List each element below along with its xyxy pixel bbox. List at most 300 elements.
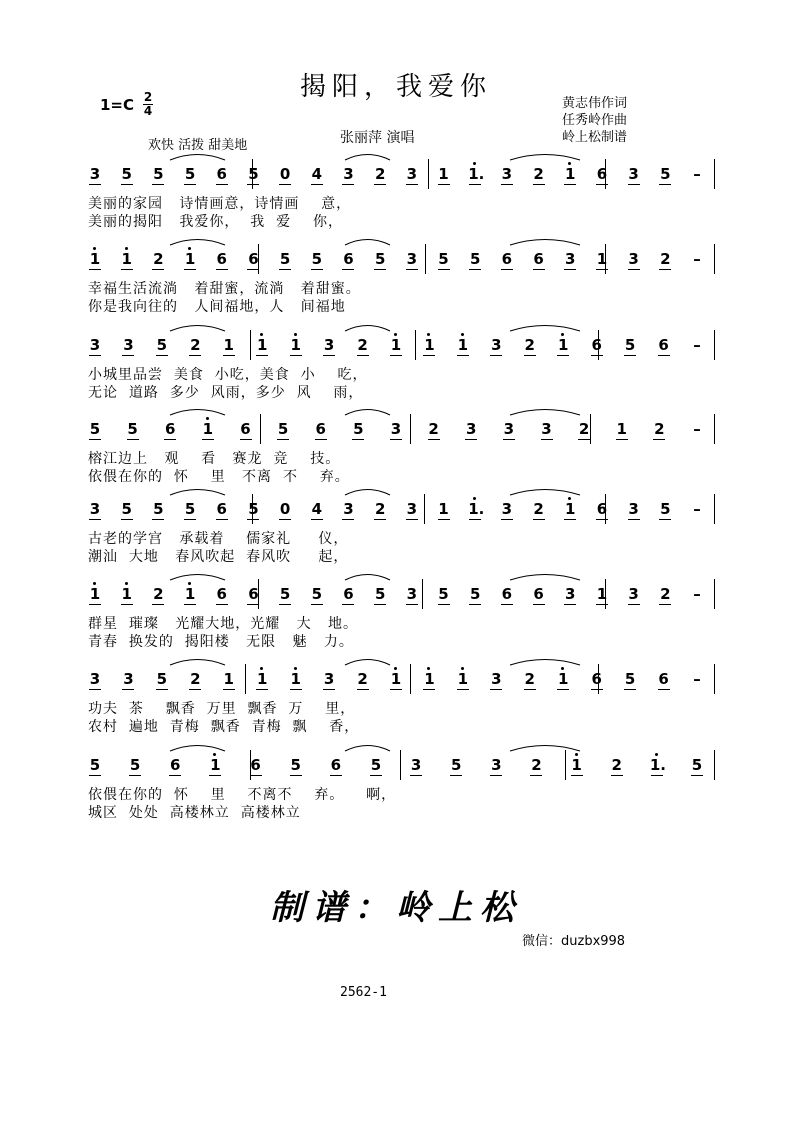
note-label: 6 [533, 250, 544, 268]
barline [714, 579, 715, 609]
note [590, 670, 604, 688]
note-label: 6 [658, 336, 669, 354]
note [627, 165, 641, 183]
note [405, 250, 419, 268]
beam-line [503, 439, 515, 440]
note-label: 1. [468, 165, 485, 183]
note-label: 3 [89, 500, 101, 518]
note-label: 3 [628, 500, 639, 518]
note [341, 585, 355, 603]
beam-line [406, 519, 418, 520]
meter-top: 2 [143, 90, 153, 104]
wechat-contact: 微信：duzbx998 [522, 934, 626, 949]
note-label: 3 [491, 756, 502, 774]
beam-line [342, 604, 354, 605]
note [389, 336, 403, 354]
note-label: 6 [216, 585, 227, 603]
note [373, 250, 387, 268]
note-label: 5 [184, 165, 196, 183]
note [215, 500, 229, 518]
beam-line [374, 604, 386, 605]
beam-line [659, 519, 671, 520]
note [155, 336, 169, 354]
octave-dot [294, 333, 297, 336]
beam-line [89, 355, 101, 356]
beam-line [290, 355, 302, 356]
octave-dot [93, 582, 96, 585]
note-label: 5 [438, 585, 449, 603]
note [489, 336, 503, 354]
note-label: 2 [531, 756, 542, 774]
note-label: 5 [374, 250, 386, 268]
note-label: 3 [390, 420, 402, 438]
octave-dot [461, 667, 464, 670]
lyric-line-1: 群星 璀璨 光耀大地，光耀 大 地。 [88, 616, 358, 632]
beam-line [311, 519, 323, 520]
note-label: 1. [468, 500, 485, 518]
note-label: 6 [501, 585, 513, 603]
note-label: 3 [123, 336, 134, 354]
note [623, 670, 637, 688]
note-label: 3 [89, 165, 101, 183]
note [249, 756, 263, 774]
note-label: 6 [591, 670, 602, 688]
beam-line [216, 184, 228, 185]
note-label: 1 [210, 756, 221, 774]
beam-line [450, 775, 462, 776]
note-label: 3 [406, 165, 418, 183]
note [610, 756, 624, 774]
note [595, 585, 609, 603]
slur-arc [170, 654, 225, 666]
lyric-line-1: 榕江边上 观 看 赛龙 竞 技。 [88, 451, 341, 467]
note [690, 585, 704, 603]
slur-arc [170, 484, 225, 496]
note [310, 585, 324, 603]
beam-line [596, 604, 608, 605]
lyric-line-1: 古老的学宫 承载着 儒家礼 仪， [88, 531, 349, 547]
note-label: 5 [370, 756, 382, 774]
lyricist-credit: 黄志伟作词 [562, 96, 628, 111]
lyric-line-2: 你是我向往的 人间福地，人 间福地 [88, 299, 346, 315]
beam-line [653, 439, 665, 440]
note [222, 670, 236, 688]
beam-line [122, 355, 134, 356]
note-label: 1 [565, 500, 576, 518]
beam-line [223, 689, 235, 690]
note [88, 420, 102, 438]
note [278, 500, 292, 518]
note [556, 670, 570, 688]
beam-line [89, 689, 101, 690]
note-label: 6 [343, 585, 354, 603]
note [563, 165, 577, 183]
octave-dot [655, 753, 658, 756]
beam-line [256, 689, 268, 690]
note [356, 336, 370, 354]
note-label: 1 [121, 585, 132, 603]
lyric-line-2: 青春 换发的 揭阳楼 无限 魅 力。 [88, 634, 354, 650]
note-label: 1 [89, 585, 101, 603]
note-label: 6 [165, 420, 176, 438]
note [278, 585, 292, 603]
note-label: 6 [248, 585, 259, 603]
note-label: 5 [353, 420, 364, 438]
note [577, 420, 591, 438]
beam-line [311, 184, 323, 185]
barline [260, 414, 261, 444]
beam-line [628, 604, 640, 605]
note-label: 6 [330, 756, 342, 774]
beam-line [184, 184, 196, 185]
note [409, 756, 423, 774]
note [615, 420, 629, 438]
barline [245, 664, 246, 694]
slur-arc [345, 654, 390, 666]
slur-arc [345, 484, 390, 496]
note-label: 5 [279, 585, 291, 603]
note-label: 6 [533, 585, 544, 603]
beam-line [624, 355, 636, 356]
note [278, 165, 292, 183]
note-label: 1 [596, 585, 608, 603]
octave-dot [206, 417, 209, 420]
beam-line [323, 355, 335, 356]
lyric-line-2: 无论 道路 多少 风雨，多少 风 雨， [88, 385, 364, 401]
note-label: – [693, 165, 701, 183]
page-number: 2562-1 [340, 985, 387, 1000]
beam-line [533, 519, 545, 520]
note-label: 5 [89, 756, 101, 774]
beam-line [357, 689, 369, 690]
beam-line [247, 184, 259, 185]
lyric-line-2: 城区 处处 高楼林立 高楼林立 [88, 805, 301, 821]
note [690, 500, 704, 518]
note-label: 5 [691, 756, 703, 774]
beam-line [152, 604, 164, 605]
signature: 制谱：岭上松 [270, 888, 522, 928]
beam-line [189, 689, 201, 690]
note-label: 1. [649, 756, 666, 774]
note [532, 500, 546, 518]
beam-line [578, 439, 590, 440]
note-label: 6 [596, 165, 608, 183]
note-label: 5 [374, 585, 386, 603]
beam-line [374, 269, 386, 270]
note-label: 3 [89, 336, 101, 354]
beam-line [152, 184, 164, 185]
beam-line [611, 775, 623, 776]
key-signature: 1=C [100, 96, 135, 114]
note-label: 1 [558, 670, 569, 688]
note-label: 5 [660, 165, 671, 183]
note [690, 756, 704, 774]
note [201, 420, 215, 438]
composer-credit: 任秀岭作曲 [562, 113, 628, 128]
beam-line [659, 604, 671, 605]
barline [714, 750, 715, 780]
note [590, 336, 604, 354]
beam-line [374, 519, 386, 520]
note-label: 1 [184, 250, 196, 268]
note-label: 2 [611, 756, 622, 774]
beam-line [524, 355, 536, 356]
note [341, 165, 355, 183]
note [120, 250, 134, 268]
note [314, 420, 328, 438]
note-label: – [693, 420, 701, 438]
slur-arc [510, 569, 580, 581]
note-label: 1 [616, 420, 627, 438]
note-label: 3 [89, 670, 101, 688]
note-label: 3 [628, 165, 639, 183]
octave-dot [394, 333, 397, 336]
note-label: 5 [89, 420, 101, 438]
beam-line [156, 689, 168, 690]
note-label: 6 [216, 500, 227, 518]
beam-line [591, 689, 603, 690]
beam-line [624, 689, 636, 690]
note-label: 1 [571, 756, 582, 774]
beam-line [501, 269, 513, 270]
barline [422, 579, 423, 609]
beam-line [374, 184, 386, 185]
note [255, 336, 269, 354]
note [183, 165, 197, 183]
octave-dot [575, 753, 578, 756]
beam-line [164, 439, 176, 440]
beam-line [184, 269, 196, 270]
slur-arc [510, 654, 580, 666]
note [464, 420, 478, 438]
note [657, 336, 671, 354]
slur-arc [345, 569, 390, 581]
note [523, 336, 537, 354]
note [627, 250, 641, 268]
slur-arc [345, 149, 390, 161]
beam-line [279, 184, 291, 185]
note-label: – [693, 500, 701, 518]
barline [565, 750, 566, 780]
beam-line [390, 439, 402, 440]
note-label: 1 [596, 250, 608, 268]
beam-line [250, 775, 262, 776]
beam-line [121, 519, 133, 520]
note [540, 420, 554, 438]
beam-line [121, 184, 133, 185]
note [120, 500, 134, 518]
beam-line [152, 519, 164, 520]
note [595, 500, 609, 518]
beam-line [490, 355, 502, 356]
barline [425, 244, 426, 274]
beam-line [279, 604, 291, 605]
lyric-line-2: 农村 遍地 青梅 飘香 青梅 飘 香， [88, 719, 360, 735]
note [215, 250, 229, 268]
note [500, 585, 514, 603]
note-label: 6 [596, 500, 608, 518]
note-label: 1 [424, 336, 435, 354]
beam-line [352, 439, 364, 440]
beam-line [501, 519, 513, 520]
beam-line [216, 604, 228, 605]
beam-line [533, 269, 545, 270]
note-label: 5 [469, 250, 481, 268]
note-label: 1 [290, 670, 301, 688]
note-label: 5 [311, 585, 322, 603]
beam-line [469, 519, 481, 520]
beam-line [501, 184, 513, 185]
note [657, 670, 671, 688]
note [128, 756, 142, 774]
slur-arc [170, 404, 225, 416]
barline [410, 664, 411, 694]
beam-line [247, 519, 259, 520]
lyric-line-2: 潮汕 大地 春风吹起 春风吹 起， [88, 549, 349, 565]
song-title: 揭阳，我爱你 [299, 72, 492, 102]
note-label: 1 [438, 165, 449, 183]
time-signature [143, 91, 153, 118]
note-label: 6 [501, 250, 513, 268]
slur-arc [170, 740, 225, 752]
note-label: 6 [658, 670, 669, 688]
note-label: 6 [216, 250, 227, 268]
note-label: 6 [170, 756, 181, 774]
note [658, 500, 672, 518]
beam-line [469, 604, 481, 605]
note-label: 3 [565, 250, 576, 268]
note [456, 670, 470, 688]
lyric-line-1: 依偎在你的 怀 里 不离不 弃。 啊， [88, 787, 397, 803]
slur-arc [510, 484, 580, 496]
beam-line [256, 355, 268, 356]
note-label: 1 [257, 336, 268, 354]
note [120, 165, 134, 183]
note-label: 6 [591, 336, 602, 354]
note [595, 250, 609, 268]
note-label: 5 [624, 670, 636, 688]
note [121, 670, 135, 688]
note [563, 585, 577, 603]
beam-line [438, 269, 450, 270]
slur-arc [170, 149, 225, 161]
note-label: 2 [524, 336, 535, 354]
beam-line [311, 604, 323, 605]
beam-line [277, 439, 289, 440]
note-label: 3 [565, 585, 576, 603]
note-label: 6 [216, 165, 227, 183]
note-label: 3 [323, 670, 335, 688]
slur-arc [510, 740, 580, 752]
note [500, 250, 514, 268]
beam-line [127, 439, 139, 440]
note-label: 0 [279, 500, 291, 518]
barline [714, 414, 715, 444]
beam-line [223, 355, 235, 356]
note [489, 756, 503, 774]
note-label: 6 [250, 756, 261, 774]
note [151, 500, 165, 518]
beam-line [628, 184, 640, 185]
beam-line [591, 355, 603, 356]
slur-arc [170, 569, 225, 581]
barline [714, 244, 715, 274]
note-label: 1 [558, 336, 569, 354]
note [427, 420, 441, 438]
note [310, 500, 324, 518]
note-label: 2 [578, 420, 590, 438]
slur-arc [345, 404, 390, 416]
beam-line [564, 604, 576, 605]
barline [428, 159, 429, 189]
note [595, 165, 609, 183]
beam-line [469, 184, 481, 185]
beam-line [557, 355, 569, 356]
note-label: 1 [565, 165, 576, 183]
note [405, 585, 419, 603]
note-label: 5 [127, 420, 138, 438]
beam-line [216, 519, 228, 520]
lyric-line-1: 幸福生活流淌 着甜蜜，流淌 着甜蜜。 [88, 281, 361, 297]
note [183, 585, 197, 603]
beam-line [89, 439, 101, 440]
note-label: 1 [457, 336, 469, 354]
note-label: 5 [277, 420, 289, 438]
octave-dot [294, 667, 297, 670]
note [563, 250, 577, 268]
octave-dot [125, 582, 128, 585]
note [437, 585, 451, 603]
note-label: 2 [533, 500, 544, 518]
note [373, 585, 387, 603]
note-label: 3 [503, 420, 515, 438]
barline [415, 330, 416, 360]
note [151, 250, 165, 268]
note [341, 500, 355, 518]
beam-line [89, 269, 101, 270]
lyric-line-2: 美丽的揭阳 我爱你， 我 爱 你， [88, 214, 343, 230]
credits-block [562, 95, 627, 146]
slur-arc [170, 234, 225, 246]
note [690, 165, 704, 183]
note-label: 1 [457, 670, 469, 688]
note [351, 420, 365, 438]
note [88, 500, 102, 518]
barline [714, 330, 715, 360]
note-label: 1 [424, 670, 435, 688]
note [405, 165, 419, 183]
beam-line [564, 184, 576, 185]
beam-line [457, 355, 469, 356]
note-label: 3 [343, 165, 354, 183]
beam-line [189, 355, 201, 356]
note [208, 756, 222, 774]
beam-line [457, 689, 469, 690]
beam-line [438, 604, 450, 605]
beam-line [121, 604, 133, 605]
note [246, 500, 260, 518]
note-label: 3 [466, 420, 477, 438]
note [489, 670, 503, 688]
note-label: 3 [501, 500, 513, 518]
beam-line [410, 775, 422, 776]
note [278, 250, 292, 268]
transcriber-credit: 岭上松制谱 [562, 130, 628, 145]
note-label: 1 [257, 670, 268, 688]
note [502, 420, 516, 438]
note [121, 336, 135, 354]
note [650, 756, 664, 774]
